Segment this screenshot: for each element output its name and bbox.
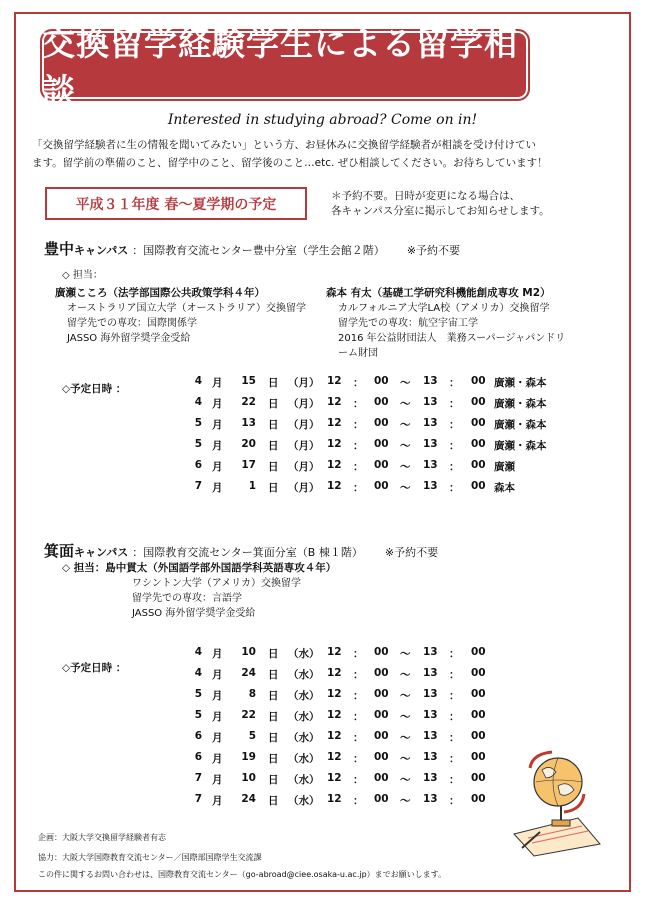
weekday: （水） — [288, 648, 320, 660]
staff: 森本 — [494, 482, 515, 494]
day-unit: 日 — [268, 461, 279, 473]
day: 24 — [241, 667, 256, 679]
colon: ： — [353, 377, 364, 389]
colon: ： — [449, 377, 460, 389]
campus-place: ：国際教育交流センター豊中分室（学生会館２階） — [132, 244, 385, 257]
term-label: 平成３１年度 春～夏学期の予定 — [75, 196, 277, 213]
month-unit: 月 — [212, 732, 223, 744]
tilde: ～ — [400, 774, 411, 786]
end-hour: 13 — [423, 375, 438, 387]
day-unit: 日 — [268, 377, 279, 389]
day-unit: 日 — [268, 690, 279, 702]
staff-detail: JASSO 海外留学奨学金受給 — [67, 333, 191, 344]
end-minute: 00 — [471, 459, 486, 471]
end-minute: 00 — [471, 396, 486, 408]
notice-line: ＊予約不要。日時が変更になる場合は、 — [331, 190, 520, 202]
day-unit: 日 — [268, 648, 279, 660]
colon: ： — [449, 711, 460, 723]
end-minute: 00 — [471, 375, 486, 387]
colon: ： — [449, 669, 460, 681]
month: 7 — [194, 793, 202, 805]
month-unit: 月 — [212, 482, 223, 494]
day: 20 — [241, 438, 256, 450]
start-minute: 00 — [374, 438, 389, 450]
month-unit: 月 — [212, 711, 223, 723]
weekday: （月） — [288, 482, 320, 494]
end-hour: 13 — [423, 709, 438, 721]
month: 4 — [194, 646, 202, 658]
start-hour: 12 — [327, 417, 342, 429]
colon: ： — [353, 711, 364, 723]
month: 4 — [194, 667, 202, 679]
colon: ： — [449, 419, 460, 431]
campus-place: ：国際教育交流センター箕面分室（B 棟１階） — [132, 546, 363, 559]
colon: ： — [353, 461, 364, 473]
colon: ： — [449, 795, 460, 807]
tilde: ～ — [400, 377, 411, 389]
colon: ： — [449, 753, 460, 765]
month-unit: 月 — [212, 753, 223, 765]
staff-name: 廣瀬こころ（法学部国際公共政策学科４年） — [55, 287, 265, 299]
staff: 廣瀬・森本 — [494, 398, 547, 410]
staff-hirose — [55, 286, 306, 346]
start-minute: 00 — [374, 646, 389, 658]
end-minute: 00 — [471, 646, 486, 658]
reservation-notice — [331, 189, 550, 219]
day-unit: 日 — [268, 753, 279, 765]
intro-line: 「交換留学経験者に生の情報を聞いてみたい」という方、お昼休みに交換留学経験者が相談を受け付けてい — [32, 139, 536, 151]
reservation-note: ※予約不要 — [384, 546, 439, 559]
day-unit: 日 — [268, 440, 279, 452]
staff: 廣瀬 — [494, 461, 515, 473]
schedule-label: ◇予定日時 ： — [62, 383, 127, 395]
end-minute: 00 — [471, 667, 486, 679]
month: 6 — [194, 730, 202, 742]
month-unit: 月 — [212, 774, 223, 786]
notice-line: 各キャンパス分室に掲示してお知らせします。 — [331, 205, 550, 217]
globe-illustration — [508, 748, 604, 858]
staff-morimoto — [326, 286, 565, 361]
colon: ： — [353, 795, 364, 807]
start-hour: 12 — [327, 730, 342, 742]
day: 8 — [248, 688, 256, 700]
staff: 廣瀬・森本 — [494, 377, 547, 389]
start-minute: 00 — [374, 751, 389, 763]
start-minute: 00 — [374, 480, 389, 492]
tilde: ～ — [400, 419, 411, 431]
campus-heading-toyonaka — [44, 238, 460, 259]
reservation-note: ※予約不要 — [406, 244, 461, 257]
month: 5 — [194, 438, 202, 450]
colon: ： — [353, 398, 364, 410]
month-unit: 月 — [212, 669, 223, 681]
day-unit: 日 — [268, 419, 279, 431]
colon: ： — [353, 648, 364, 660]
campus-kana: キャンパス — [74, 244, 129, 257]
tilde: ～ — [400, 398, 411, 410]
campus-name: 豊中 — [44, 240, 75, 258]
staff-shimanaka — [62, 561, 336, 621]
weekday: （水） — [288, 774, 320, 786]
staff: 廣瀬・森本 — [494, 419, 547, 431]
campus-heading-minoh — [44, 540, 438, 561]
tilde: ～ — [400, 732, 411, 744]
start-hour: 12 — [327, 459, 342, 471]
month-unit: 月 — [212, 398, 223, 410]
staff-detail: ワシントン大学（アメリカ）交換留学 — [132, 578, 302, 589]
weekday: （月） — [288, 419, 320, 431]
month: 6 — [194, 751, 202, 763]
staff-detail: 2016 年公益財団法人 業務スーパージャパンドリ — [338, 333, 566, 344]
tilde: ～ — [400, 669, 411, 681]
start-hour: 12 — [327, 438, 342, 450]
end-minute: 00 — [471, 688, 486, 700]
colon: ： — [449, 461, 460, 473]
schedule-label: ◇予定日時 ： — [62, 662, 127, 674]
colon: ： — [353, 690, 364, 702]
campus-name: 箕面 — [44, 542, 75, 560]
colon: ： — [353, 419, 364, 431]
start-minute: 00 — [374, 667, 389, 679]
start-minute: 00 — [374, 459, 389, 471]
month: 7 — [194, 772, 202, 784]
day: 5 — [248, 730, 256, 742]
month: 4 — [194, 375, 202, 387]
month-unit: 月 — [212, 377, 223, 389]
staff-detail: 留学先での専攻：航空宇宙工学 — [338, 318, 478, 329]
month-unit: 月 — [212, 440, 223, 452]
intro-text — [32, 136, 618, 172]
end-hour: 13 — [423, 688, 438, 700]
colon: ： — [353, 774, 364, 786]
page-title: 交換留学経験学生による留学相談 — [42, 24, 518, 110]
day: 1 — [248, 480, 256, 492]
start-hour: 12 — [327, 793, 342, 805]
colon: ： — [449, 690, 460, 702]
colon: ： — [449, 440, 460, 452]
day: 19 — [241, 751, 256, 763]
staff-name: ◇ 担当：島中貫太（外国語学部外国語学科英語専攻４年） — [62, 562, 337, 574]
start-hour: 12 — [327, 667, 342, 679]
end-hour: 13 — [423, 417, 438, 429]
weekday: （水） — [288, 795, 320, 807]
day-unit: 日 — [268, 774, 279, 786]
month: 4 — [194, 396, 202, 408]
day: 22 — [241, 396, 256, 408]
tanto-label: ◇ 担当： — [62, 270, 103, 281]
tilde: ～ — [400, 482, 411, 494]
month-unit: 月 — [212, 690, 223, 702]
day-unit: 日 — [268, 482, 279, 494]
weekday: （月） — [288, 398, 320, 410]
footer-contact: この件に関するお問い合わせは、国際教育交流センター（go-abroad@ciee.osaka-u.ac.jp）までお願いします。 — [38, 870, 447, 879]
day: 10 — [241, 646, 256, 658]
month: 5 — [194, 709, 202, 721]
weekday: （月） — [288, 377, 320, 389]
day: 22 — [241, 709, 256, 721]
month: 7 — [194, 480, 202, 492]
start-hour: 12 — [327, 772, 342, 784]
day: 13 — [241, 417, 256, 429]
weekday: （水） — [288, 732, 320, 744]
colon: ： — [449, 648, 460, 660]
month-unit: 月 — [212, 419, 223, 431]
term-box — [45, 187, 307, 220]
end-minute: 00 — [471, 730, 486, 742]
end-minute: 00 — [471, 772, 486, 784]
staff-detail: ーム財団 — [338, 348, 378, 359]
staff-detail: カルフォルニア大学LA校（アメリカ）交換留学 — [338, 303, 550, 314]
start-minute: 00 — [374, 396, 389, 408]
end-hour: 13 — [423, 772, 438, 784]
day-unit: 日 — [268, 795, 279, 807]
tilde: ～ — [400, 711, 411, 723]
end-minute: 00 — [471, 417, 486, 429]
weekday: （水） — [288, 711, 320, 723]
month: 5 — [194, 417, 202, 429]
day-unit: 日 — [268, 732, 279, 744]
colon: ： — [449, 732, 460, 744]
staff: 廣瀬・森本 — [494, 440, 547, 452]
start-minute: 00 — [374, 417, 389, 429]
staff-detail: 留学先での専攻：言語学 — [132, 593, 242, 604]
start-hour: 12 — [327, 375, 342, 387]
weekday: （水） — [288, 690, 320, 702]
start-minute: 00 — [374, 730, 389, 742]
day: 10 — [241, 772, 256, 784]
start-hour: 12 — [327, 709, 342, 721]
start-minute: 00 — [374, 772, 389, 784]
day-unit: 日 — [268, 669, 279, 681]
intro-line: ます。留学前の準備のこと、留学中のこと、留学後のこと…etc. ぜひ相談してください。お待ちしています！ — [32, 157, 548, 169]
staff-detail: JASSO 海外留学奨学金受給 — [132, 608, 256, 619]
weekday: （水） — [288, 669, 320, 681]
weekday: （月） — [288, 440, 320, 452]
tagline: Interested in studying abroad? Come on in! — [167, 112, 478, 128]
end-minute: 00 — [471, 709, 486, 721]
day: 17 — [241, 459, 256, 471]
footer-planning: 企画：大阪大学交換留学経験者有志 — [38, 833, 166, 842]
end-hour: 13 — [423, 459, 438, 471]
campus-kana: キャンパス — [74, 546, 129, 559]
footer-cooperation: 協力：大阪大学国際教育交流センター／国際部国際学生交流課 — [38, 853, 262, 862]
tilde: ～ — [400, 648, 411, 660]
start-hour: 12 — [327, 646, 342, 658]
start-minute: 00 — [374, 375, 389, 387]
start-minute: 00 — [374, 793, 389, 805]
end-hour: 13 — [423, 438, 438, 450]
end-hour: 13 — [423, 730, 438, 742]
colon: ： — [353, 753, 364, 765]
start-hour: 12 — [327, 688, 342, 700]
end-hour: 13 — [423, 396, 438, 408]
title-banner — [40, 24, 530, 110]
colon: ： — [449, 774, 460, 786]
end-minute: 00 — [471, 480, 486, 492]
month: 6 — [194, 459, 202, 471]
end-hour: 13 — [423, 751, 438, 763]
day: 24 — [241, 793, 256, 805]
colon: ： — [353, 732, 364, 744]
month-unit: 月 — [212, 648, 223, 660]
tilde: ～ — [400, 795, 411, 807]
start-minute: 00 — [374, 688, 389, 700]
weekday: （水） — [288, 753, 320, 765]
end-minute: 00 — [471, 751, 486, 763]
month: 5 — [194, 688, 202, 700]
end-hour: 13 — [423, 480, 438, 492]
tilde: ～ — [400, 461, 411, 473]
end-hour: 13 — [423, 667, 438, 679]
staff-name: 森本 有太（基礎工学研究科機能創成専攻 M2） — [326, 287, 551, 299]
tilde: ～ — [400, 440, 411, 452]
end-hour: 13 — [423, 793, 438, 805]
colon: ： — [449, 398, 460, 410]
end-minute: 00 — [471, 438, 486, 450]
colon: ： — [353, 440, 364, 452]
day-unit: 日 — [268, 398, 279, 410]
colon: ： — [353, 482, 364, 494]
day-unit: 日 — [268, 711, 279, 723]
start-hour: 12 — [327, 480, 342, 492]
weekday: （月） — [288, 461, 320, 473]
start-hour: 12 — [327, 396, 342, 408]
day: 15 — [241, 375, 256, 387]
tilde: ～ — [400, 753, 411, 765]
end-minute: 00 — [471, 793, 486, 805]
month-unit: 月 — [212, 461, 223, 473]
month-unit: 月 — [212, 795, 223, 807]
start-minute: 00 — [374, 709, 389, 721]
colon: ： — [449, 482, 460, 494]
staff-detail: オーストラリア国立大学（オーストラリア）交換留学 — [67, 303, 306, 314]
tilde: ～ — [400, 690, 411, 702]
staff-detail: 留学先での専攻：国際関係学 — [67, 318, 197, 329]
start-hour: 12 — [327, 751, 342, 763]
colon: ： — [353, 669, 364, 681]
end-hour: 13 — [423, 646, 438, 658]
